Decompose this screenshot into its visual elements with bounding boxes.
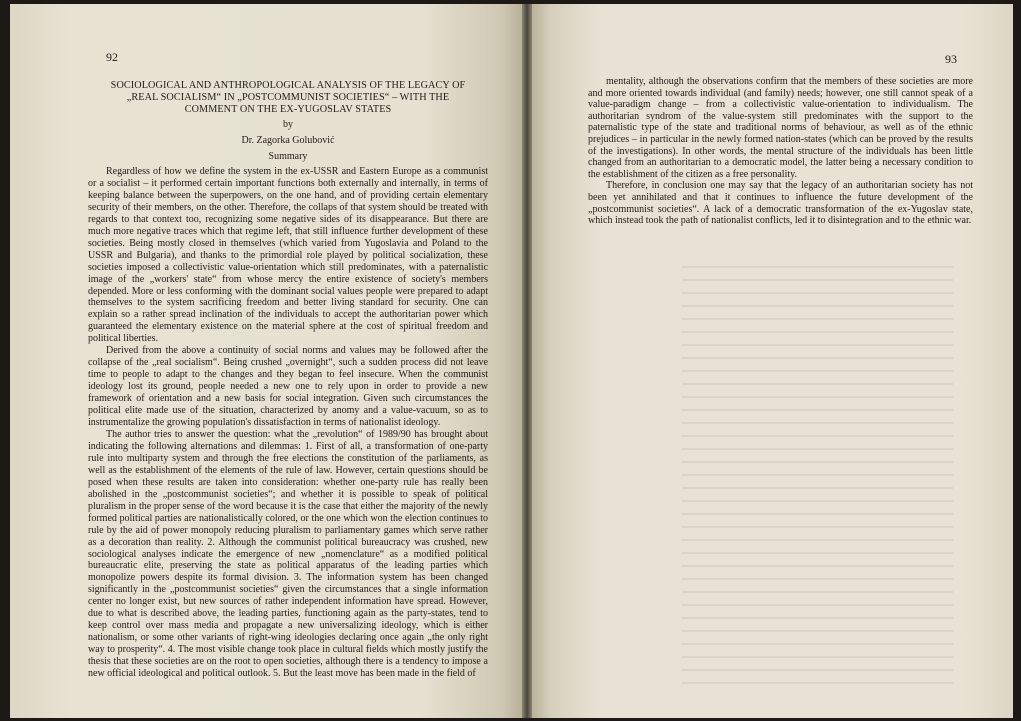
right-body-text — [588, 76, 973, 227]
title-line: SOCIOLOGICAL AND ANTHROPOLOGICAL ANALYSIS OF THE LEGACY OF — [110, 80, 466, 91]
right-page — [532, 4, 1013, 718]
paragraph: mentality, although the observations confirm that the members of these societies are more and more oriented towards individual (and family) needs; however, one still cannot speak of a value-paradigm change – from a collectivistic value-orientation to individualism. The authoritarian syndrom of the value-system still predominates with the support to the paternalistic type of the state and traditional norms of behaviour, as well as of the ethnic prejudices – in particular in the newly formed nation-states (which can be proved by the results of the investigations). In other words, the mental structure of the individuals has been little changed from an authoritarian to a democratic model, the latter being a necessary condition to the establishment of the citizen as a free personality. — [588, 76, 973, 180]
author-name: Dr. Zagorka Golubović — [241, 135, 335, 146]
paragraph: Therefore, in conclusion one may say that the legacy of an authoritarian society has not been yet annihilated and that it continues to influence the future development of the „postcommunist societies“. A lack of a democratic transformation of the ex-Yugoslav state, which instead took the path of nationalist conflicts, led it to disintegration and to the ethnic war. — [588, 180, 973, 227]
book-spread — [10, 4, 1013, 718]
left-body-text — [88, 166, 488, 680]
paragraph: Regardless of how we define the system in the ex-USSR and Eastern Europe as a communist or a socialist – it performed certain important functions both externally and internally, in terms of keeping balance between the superpowers, on the one hand, and of providing certain elementary security of their members, on the other. Therefore, the collaps of that system should be treated with regards to that context too, recognizing some negative sides of its disappearance. But there are much more negative traces which that regime left, that still influence further development of these societies. Being mostly closed in themselves (which varied from Yugoslavia and Poland to the USSR and Bulgaria), and thanks to the primordial role played by political socialization, these societies imposed a collectivistic value-orientation which still predominates, with a paternalistic image of the „workers' state“ from whose mercy the entire existence of society's members depended. More or less conforming with the dominant social values people were prepared to adapt themselves to the system sacrificing freedom and better living standard for security. One can explain so a rather spread inclination of the individuals to accept the authoritarian power which guaranteed the elementary existence on the material sphere at the cost of spiritual freedom and political liberties. — [88, 166, 488, 345]
summary-heading: Summary — [268, 151, 308, 162]
page-number-right: 93 — [945, 52, 957, 66]
show-through-text — [682, 266, 953, 695]
left-page — [10, 4, 522, 718]
page-number-left: 92 — [106, 50, 118, 64]
paragraph: Derived from the above a continuity of social norms and values may be followed after the collapse of the „real socialism“. Being crushed „overnight“, such a sudden process did not leave time to people to adapt to the changes and they began to feel insecure. When the communist ideology lost its ground, people needed a new one to rely upon in order to provide a new framework of orientation and a new basis for social integration. Given such circumstances the political elite made use of the situation, characterized by anomy and a value-vacuum, so as to instrumentalize the growing population's dissatisfaction in terms of nationalist ideology. — [88, 345, 488, 429]
book-gutter — [522, 4, 532, 718]
paragraph: The author tries to answer the question: what the „revolution“ of 1989/90 has brought about indicating the following alternations and dilemmas: 1. First of all, a transformation of one-party rule into multiparty system and through the free elections the constitution of the parliaments, as well as the establishment of the elements of the rule of law. However, certain questions should be posed when these results are taken into consideration: whether one-party rule has really been abolished in the „postcommunist societies“; and whether it is possible to speak of political pluralism in the proper sense of the word because it is the case that either the majority of the newly formed political parties are nationalistically colored, or the one which won the election continues to rule by the aid of power monopoly reducing pluralism to parliamentary games which serve rather as a decoration than reality. 2. Although the communist political bureaucracy was crushed, new sociological analyses indicate the emergence of new „nomenclature“ as a modified political bureaucratic elite, preserving the state as political apparatus of the leading parties which monopolize powers despite its formal division. 3. The information system has been changed significantly in the „postcommunist societies“ given the circumstances that a single information center no longer exist, but new sources of rather independent information have spread. However, due to what is described above, the leading parties, functioning again as the party-states, tend to keep control over mass media and propagate a new universalizing ideology, which is either nationalism, or some other variants of right-wing ideologies declaring once again „the only right way to prosperity“. 4. The most visible change took place in cultural fields which mostly justify the thesis that these societies are on the root to open societies, although there is a tendency to impose a new official ideological and political outlook. 5. But the least move has been made in the field of — [88, 428, 488, 680]
article-title — [88, 80, 488, 116]
byline-by: by — [283, 119, 293, 130]
title-line: COMMENT ON THE EX-YUGOSLAV STATES — [184, 104, 392, 115]
title-line: „REAL SOCIALISM“ IN „POSTCOMMUNIST SOCIETIES“ – WITH THE — [126, 92, 450, 103]
